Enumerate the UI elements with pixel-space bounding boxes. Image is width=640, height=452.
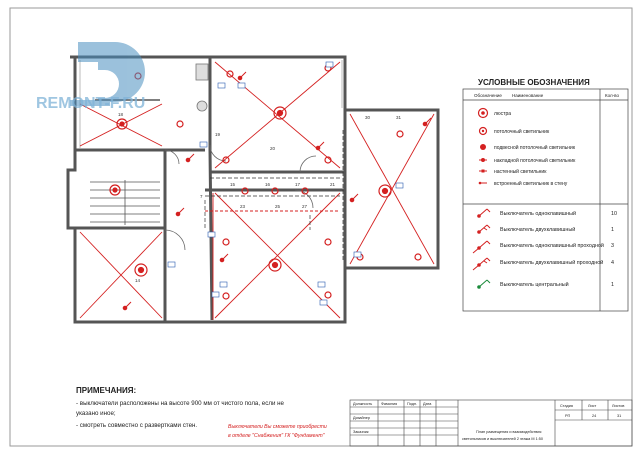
switch-icon xyxy=(123,302,131,310)
plan-number-labels xyxy=(118,112,402,283)
plan-label: 30 xyxy=(365,115,371,120)
ceiling-light-icon xyxy=(223,239,229,245)
tb-title: светильников и выключателей 2 этажа М 1:50 xyxy=(462,437,543,441)
legend-row xyxy=(473,258,614,270)
notes-line: - смотреть совместно с развертками стен. xyxy=(76,422,198,429)
chandelier-icon xyxy=(135,264,147,276)
switch-double-pass-icon xyxy=(473,258,490,270)
legend-header-symbol: Обозначение xyxy=(474,93,502,98)
surface-light-icon xyxy=(479,158,487,162)
watermark-text: REMONT-F.RU xyxy=(36,95,146,112)
legend-count: 1 xyxy=(611,282,614,288)
ceiling-light-icon xyxy=(397,131,403,137)
legend-label: Выключатель двухклавишный xyxy=(500,227,576,233)
legend-label: Выключатель центральный xyxy=(500,282,569,288)
legend-row xyxy=(480,128,550,136)
notes-line: указано иное; xyxy=(76,410,116,417)
ceiling-light-icon xyxy=(480,128,487,135)
legend-row xyxy=(479,109,512,118)
tb-header: Стадия xyxy=(560,404,573,408)
legend-header-name: Наименование xyxy=(512,93,544,98)
ceiling-light-icon xyxy=(223,293,229,299)
legend-label: накладной потолочный светильник xyxy=(494,158,576,164)
ceiling-light-icon xyxy=(325,292,331,298)
legend-table xyxy=(463,89,628,311)
plan-label: 21 xyxy=(330,182,336,187)
chandelier-icon xyxy=(379,185,391,197)
legend-count: 3 xyxy=(611,243,614,249)
tb-value: РП xyxy=(565,414,571,418)
recessed-wall-light-icon xyxy=(479,182,487,185)
legend-label: настенный светильник xyxy=(494,169,547,175)
plan-label: 7 xyxy=(200,194,203,199)
plan-label: 31 xyxy=(396,115,402,120)
notes-line: - выключатели расположены на высоте 900 мм от чистого пола, если не xyxy=(76,400,284,407)
ceiling-light-icon xyxy=(177,121,183,127)
promo-line: в отделе "Снабжения" ГК "Фундамент" xyxy=(228,433,325,439)
switch-icon xyxy=(186,154,194,162)
legend-header-count: Кол-во xyxy=(605,93,619,98)
ceiling-light-icon xyxy=(325,239,331,245)
tb-value: 31 xyxy=(617,414,622,418)
switch-single-icon xyxy=(477,209,490,218)
plan-label: 27 xyxy=(302,204,308,209)
plan-label: 18 xyxy=(118,112,124,117)
legend-row xyxy=(477,280,614,289)
tb-role: Заказчик xyxy=(353,430,369,434)
legend-row xyxy=(473,241,614,253)
plan-label: 15 xyxy=(230,182,236,187)
tb-header: Лист xyxy=(588,404,597,408)
legend-row xyxy=(477,209,617,218)
tb-title: План размещения и взаимодействия xyxy=(476,430,542,434)
ceiling-light-icon xyxy=(415,254,421,260)
chandelier-icon xyxy=(479,109,488,118)
legend-row xyxy=(480,144,576,151)
promo-line: Выключатели Вы сможете приобрести xyxy=(228,424,327,430)
plan-label: 19 xyxy=(215,132,221,137)
legend-count: 4 xyxy=(611,260,614,266)
pendant-light-icon xyxy=(480,144,486,150)
plan-label: 20 xyxy=(270,146,276,151)
switch-icon xyxy=(316,142,324,150)
tb-row-label: Должность xyxy=(353,402,373,406)
plan-label: 14 xyxy=(135,278,141,283)
legend-label: Выключатель одноклавишный проходной xyxy=(500,243,604,249)
legend-label: Выключатель одноклавишный xyxy=(500,211,576,217)
sanitary-fixtures xyxy=(196,64,208,111)
legend-row xyxy=(479,157,576,164)
chandelier-icon xyxy=(269,259,281,271)
ceiling-light-icon xyxy=(227,71,233,77)
switch-icon xyxy=(176,208,184,216)
plan-label: 16 xyxy=(265,182,271,187)
tb-row-label: Фамилия xyxy=(381,402,398,406)
legend-label: встроенный светильник в стену xyxy=(494,181,568,187)
legend-headers xyxy=(474,93,619,98)
legend-count: 10 xyxy=(611,211,617,217)
legend-count: 1 xyxy=(611,227,614,233)
switch-double-icon xyxy=(477,225,490,234)
tb-header: Листов xyxy=(612,404,625,408)
switch-single-pass-icon xyxy=(473,241,490,253)
legend-label: люстра xyxy=(494,111,512,117)
tb-row-label: Дата xyxy=(423,402,432,406)
wall-light-icon xyxy=(479,170,487,173)
legend-row xyxy=(479,168,547,175)
switch-icon xyxy=(220,254,228,262)
plan-label: 23 xyxy=(240,204,246,209)
plan-label: 25 xyxy=(275,204,281,209)
legend-label: подвесной потолочный светильник xyxy=(494,145,576,151)
legend-title: УСЛОВНЫЕ ОБОЗНАЧЕНИЯ xyxy=(478,78,590,87)
tb-value: 24 xyxy=(592,414,597,418)
tb-row-label: Подп. xyxy=(407,402,418,406)
tb-role: Дизайнер xyxy=(353,416,370,420)
legend-label: Выключатель двухклавишный проходной xyxy=(500,260,604,266)
plan-label: 17 xyxy=(295,182,301,187)
legend-label: потолочный светильник xyxy=(494,129,550,135)
legend-rows xyxy=(473,109,617,289)
staircase xyxy=(90,180,160,225)
switch-icon xyxy=(238,72,246,80)
legend-row xyxy=(477,225,614,234)
switch-icon xyxy=(350,194,358,202)
notes-title: ПРИМЕЧАНИЯ: xyxy=(76,386,137,395)
legend-row xyxy=(479,180,568,187)
switch-central-icon xyxy=(477,280,490,289)
